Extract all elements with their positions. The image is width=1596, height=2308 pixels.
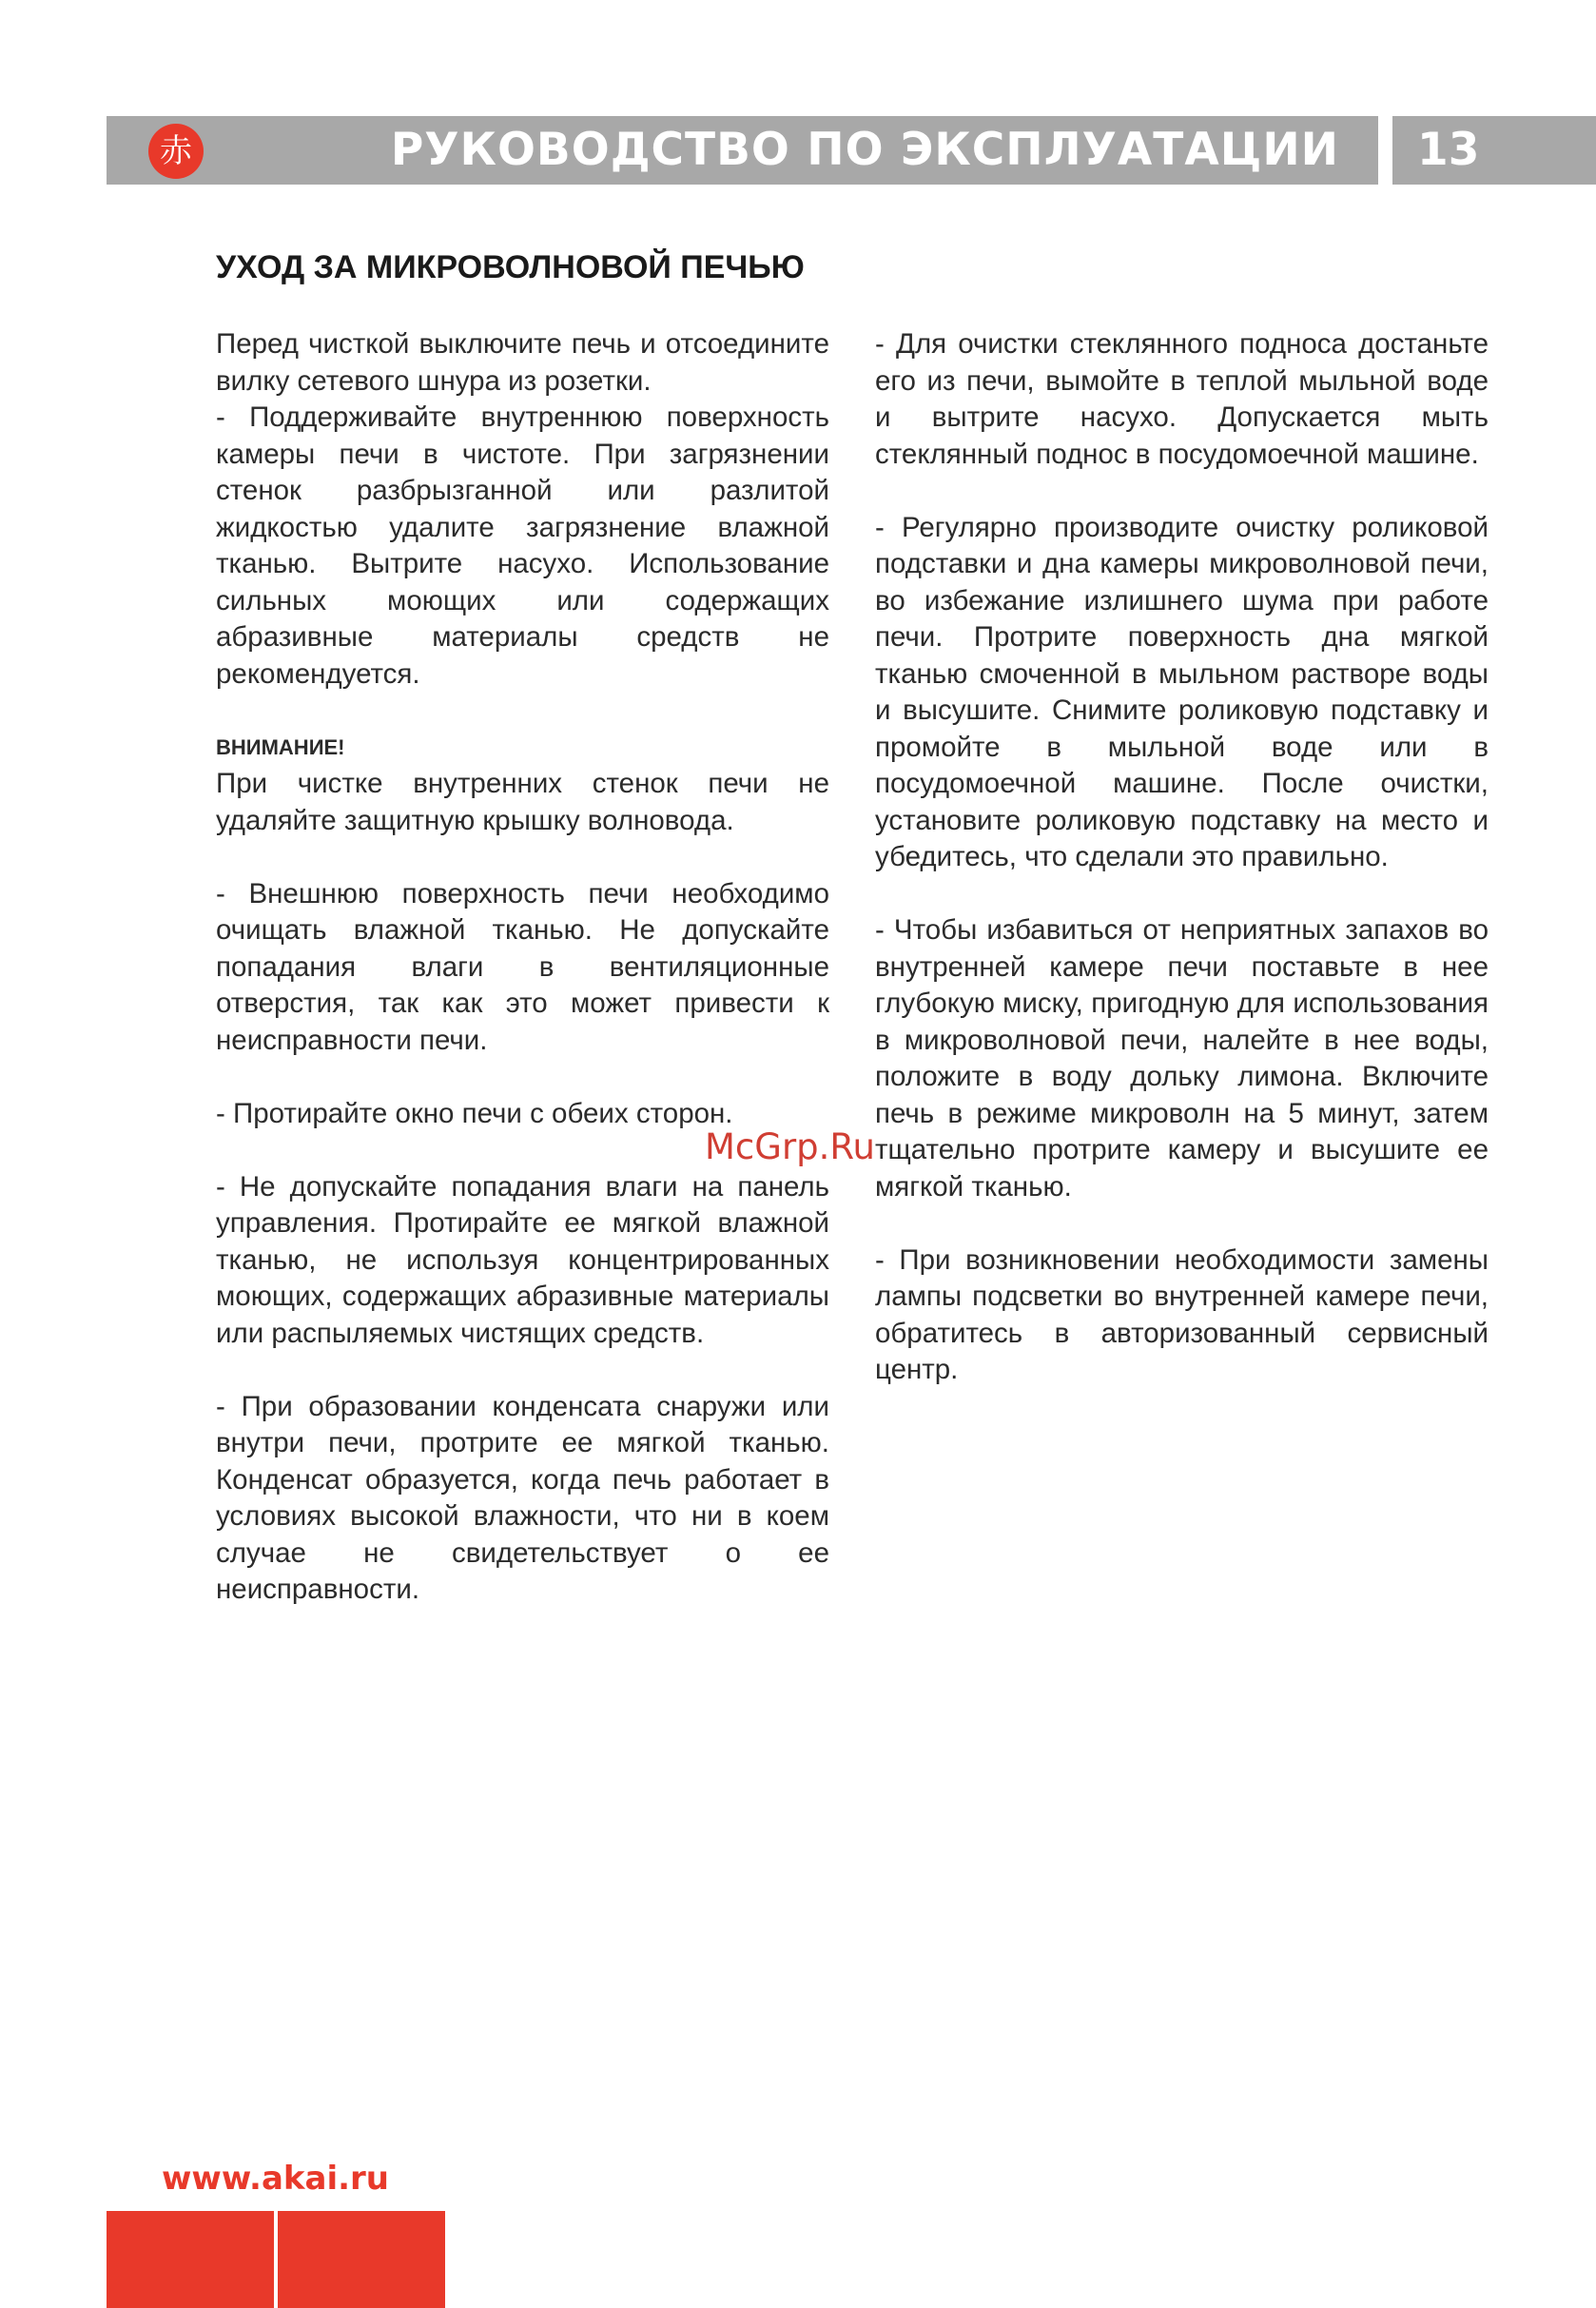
section-title: УХОД ЗА МИКРОВОЛНОВОЙ ПЕЧЬЮ (216, 249, 805, 285)
lamp-paragraph: - При возникновении необходимости замены лампы подсветки во внутренней камере печи, обратитесь в авторизованный сервисный центр. (875, 1243, 1489, 1385)
page-number: 13 (1417, 124, 1480, 176)
header-title: РУКОВОДСТВО ПО ЭКСПЛУАТАЦИИ (390, 124, 1339, 176)
watermark: McGrp.Ru (705, 1126, 875, 1167)
footer-red-block-right (278, 2211, 445, 2308)
left-column (216, 326, 829, 1609)
window-paragraph: - Протирайте окно печи с обеих сторон. (216, 1097, 733, 1129)
logo-glyph: 赤 (160, 132, 192, 170)
control-panel-paragraph: - Не допускайте попадания влаги на панель управления. Протирайте ее мягкой влажной тканью, не используя концентрированных моющих, содержащих абразивные материалы или распыляемых чистящих средств. (216, 1170, 829, 1349)
footer-red-block-left (107, 2211, 274, 2308)
odors-paragraph: - Чтобы избавиться от неприятных запахов во внутренней камере печи поставьте в нее глубокую миску, пригодную для использования в микроволновой печи, налейте в нее воды, положите в воду дольку лимона. Включите печь в режиме микроволн на 5 минут, затем тщательно протрите камеру и высушите ее мягкой тканью. (875, 914, 1489, 1203)
right-column (875, 326, 1489, 1389)
inner-surface-paragraph: - Поддерживайте внутреннюю поверхность камеры печи в чистоте. При загрязнении стенок разбрызганной или разлитой жидкостью удалите загрязнение влажной тканью. Вытрите насухо. Использование сильных моющих или содержащих абразивные материалы средств не рекомендуется. (216, 401, 829, 690)
footer-url-link[interactable]: www.akai.ru (162, 2160, 390, 2198)
glass-tray-paragraph: - Для очистки стеклянного подноса достаньте его из печи, вымойте в теплой мыльной воде и вытрите насухо. Допускается мыть стеклянный поднос в посудомоечной машине. (875, 328, 1489, 470)
outer-surface-paragraph: - Внешнюю поверхность печи необходимо очищать влажной тканью. Не допускайте попадания влаги в вентиляционные отверстия, так как это может привести к неисправности печи. (216, 877, 829, 1056)
roller-support-paragraph: - Регулярно производите очистку роликовой подставки и дна камеры микроволновой печи, во избежание излишнего шума при работе печи. Протрите поверхность дна мягкой тканью смоченной в мыльном растворе воды и высушите. Снимите роликовую подставку и промойте в мыльной воде или в посудомоечной машине. После очистки, установите роликовую подставку на место и убедитесь, что сделали это правильно. (875, 511, 1489, 872)
condensate-paragraph: - При образовании конденсата снаружи или внутри печи, протрите ее мягкой тканью. Конденсат образуется, когда печь работает в условиях высокой влажности, что ни в коем случае не свидетельствует о ее неисправности. (216, 1390, 829, 1605)
warning-title: ВНИМАНИЕ! (216, 734, 345, 759)
brand-logo-icon (148, 124, 204, 179)
warning-text: При чистке внутренних стенок печи не удаляйте защитную крышку волновода. (216, 768, 829, 836)
intro-paragraph: Перед чисткой выключите печь и отсоедините вилку сетевого шнура из розетки. (216, 328, 829, 397)
